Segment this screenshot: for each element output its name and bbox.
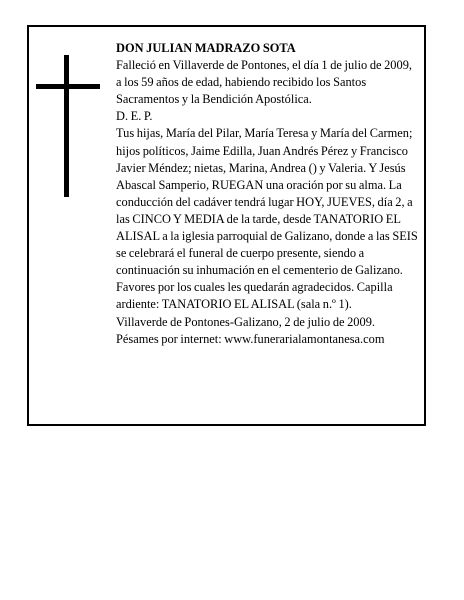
rest-in-peace: D. E. P.: [116, 109, 153, 124]
deceased-name: DON JULIAN MADRAZO SOTA: [116, 41, 296, 55]
condolences-line: Pésames por internet: www.funerarialamontanesa.com: [116, 331, 385, 346]
obituary-text: [116, 40, 418, 348]
family-request: Tus hijas, María del Pilar, María Teresa y María del Carmen; hijos políticos, Jaime Edilla, Juan Andrés Pérez y Francisco Javier Méndez; nietas, Marina, Andrea () y Valeria. Y Jesús Abascal Samperio, RUEGAN una oración por su alma. La conducción del cadáver tendrá lugar HOY, JUEVES, día 2, a las CINCO Y MEDIA de la tarde, desde TANATORIO EL ALISAL a la iglesia parroquial de Galizano, donde a las SEIS se celebrará el funeral de cuerpo presente, siendo a continuación su inhumación en el cementerio de Galizano. Favores por los cuales les quedarán agradecidos. Capilla ardiente: TANATORIO EL ALISAL (sala n.º 1).: [116, 126, 418, 312]
place-date: Villaverde de Pontones-Galizano, 2 de julio de 2009.: [116, 314, 375, 329]
death-announcement: Falleció en Villaverde de Pontones, el día 1 de julio de 2009, a los 59 años de edad, habiendo recibido los Santos Sacramentos y la Bendición Apostólica.: [116, 58, 412, 107]
cross-horizontal-bar: [36, 84, 100, 89]
cross-vertical-bar: [64, 55, 69, 197]
cross-icon: [36, 55, 100, 197]
